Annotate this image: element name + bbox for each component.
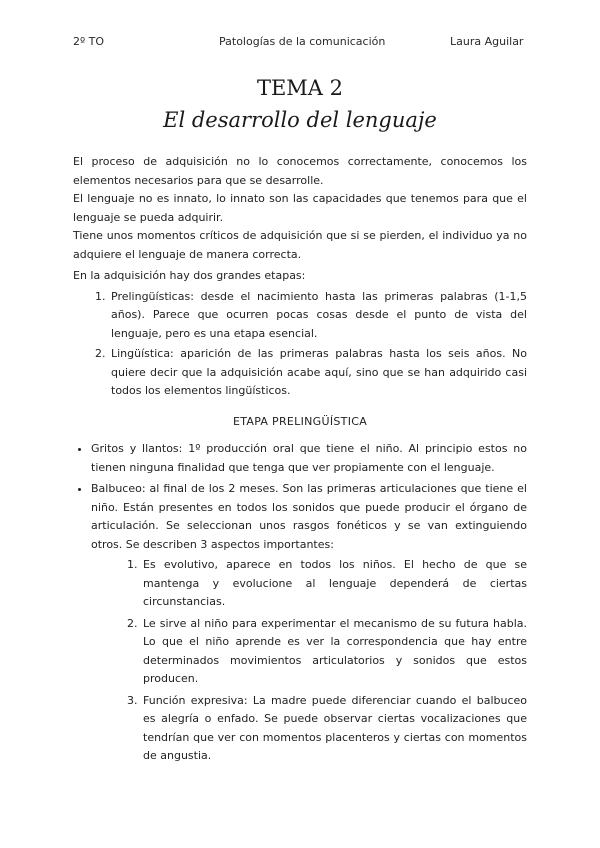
paragraph: El lenguaje no es innato, lo innato son las capacidades que tenemos para que el lenguaje se pueda adquirir.: [73, 192, 527, 224]
paragraph: El proceso de adquisición no lo conocemos correctamente, conocemos los elementos necesarios para que se desarrolle.: [73, 155, 527, 187]
paragraph: En la adquisición hay dos grandes etapas:: [73, 269, 306, 282]
header-course: 2º TO: [73, 35, 105, 48]
list-item: 1. Es evolutivo, aparece en todos los niños. El hecho de que se mantenga y evolucione al lenguaje dependerá de ciertas circunstancias.: [141, 556, 527, 612]
bullet-list: [73, 440, 527, 766]
paragraph: Tiene unos momentos críticos de adquisición que si se pierden, el individuo ya no adquiere el lenguaje de manera correcta.: [73, 229, 527, 261]
header-author: Laura Aguilar: [450, 35, 524, 48]
term-label: Gritos y llantos: [91, 442, 179, 455]
page-title: TEMA 2: [256, 76, 344, 100]
list-item: 2. Lingüística: aparición de las primeras palabras hasta los seis años. No quiere decir que la adquisición acabe aquí, sino que se han adquirido casi todos los elementos lingüísticos.: [109, 345, 527, 401]
list-item: 1. Prelingüísticas: desde el nacimiento hasta las primeras palabras (1-1,5 años). Parece que ocurren pocas cosas desde el punto de vista del lenguaje, pero es una etapa esencial.: [109, 288, 527, 344]
list-item: 3. Función expresiva: La madre puede diferenciar cuando el balbuceo es alegría o enfado. Se puede observar ciertas vocalizaciones que tendrían que ver con momentos placenteros y ciertas con momentos de angustia.: [141, 692, 527, 766]
document-body: [73, 153, 527, 769]
term-text: : al final de los 2 meses. Son las primeras articulaciones que tiene el niño. Están presentes en todos los sonidos que puede producir el órgano de articulación. Se seleccionan unos rasgos fonéticos y se van extinguiendo otros. Se describen 3 aspectos importantes:: [91, 482, 527, 551]
list-item: 2. Le sirve al niño para experimentar el mecanismo de su futura habla. Lo que el niño aprende es ver la correspondencia que hay entre determinados movimientos articulatorios y sonidos que estos producen.: [141, 615, 527, 689]
list-item: [91, 440, 527, 477]
page-header: [0, 35, 600, 51]
list-item: [91, 480, 527, 766]
stages-list: [73, 288, 527, 401]
term-label: Balbuceo: [91, 482, 142, 495]
aspects-list: [91, 556, 527, 766]
page-subtitle: El desarrollo del lenguaje: [163, 108, 437, 132]
section-heading: ETAPA PRELINGÜÍSTICA: [232, 414, 368, 428]
term-text: : 1º producción oral que tiene el niño. Al principio estos no tienen ninguna finalidad que tenga que ver propiamente con el lenguaje.: [91, 442, 527, 474]
header-subject: Patologías de la comunicación: [219, 35, 386, 48]
